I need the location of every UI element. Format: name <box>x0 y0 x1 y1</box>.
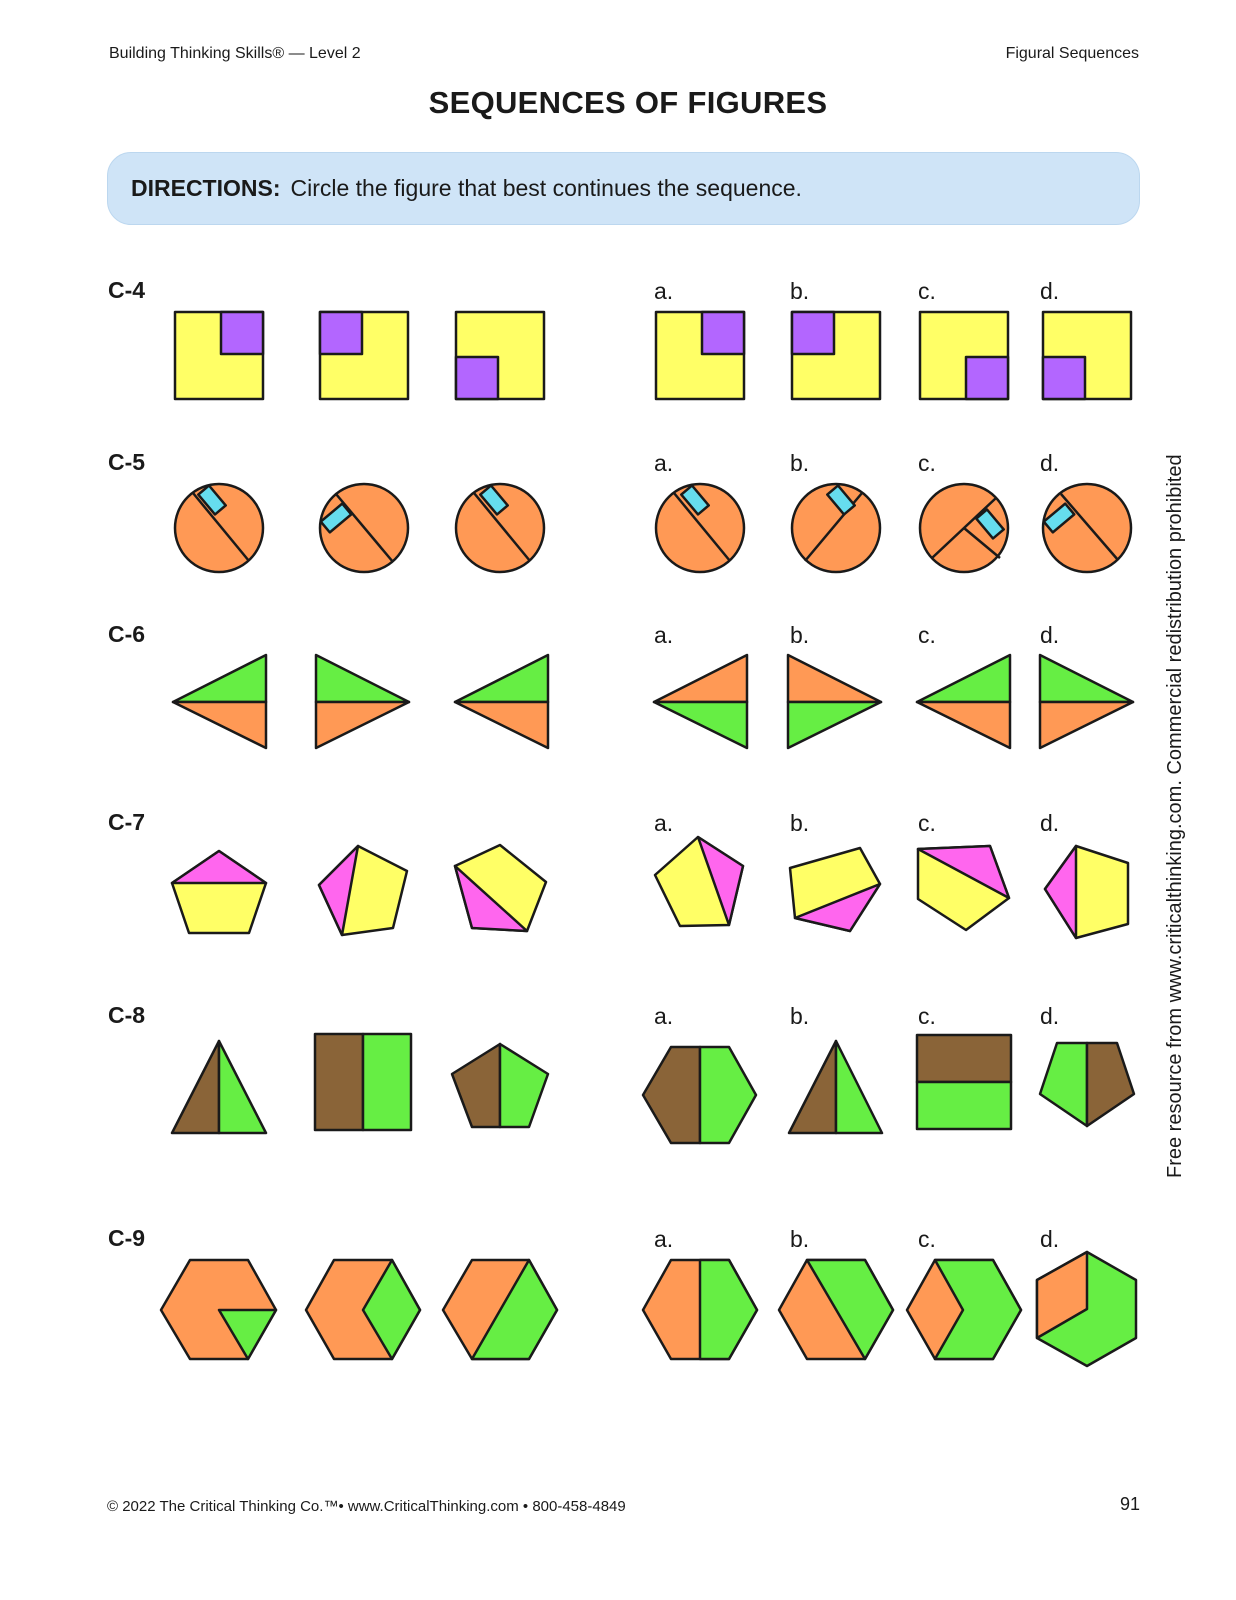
option-label-c8-c: c. <box>918 1003 936 1029</box>
option-label-c7-d: d. <box>1040 810 1060 836</box>
c4-option-c[interactable] <box>920 312 1008 399</box>
option-label-c9-a: a. <box>654 1226 674 1252</box>
option-label-c8-d: d. <box>1040 1003 1060 1029</box>
option-label-c5-d: d. <box>1040 450 1060 476</box>
page-title: SEQUENCES OF FIGURES <box>428 85 828 120</box>
c8-option-c[interactable] <box>917 1035 1011 1129</box>
option-label-c7-b: b. <box>790 810 810 836</box>
option-label-c9-c: c. <box>918 1226 936 1252</box>
footer-copyright: © 2022 The Critical Thinking Co.™• www.CriticalThinking.com • 800-458-4849 <box>107 1498 626 1515</box>
header-book-title: Building Thinking Skills® — Level 2 <box>109 45 361 62</box>
c5-figure-3 <box>456 484 544 572</box>
c5-option-c[interactable] <box>920 484 1008 572</box>
c7-option-a[interactable] <box>655 837 743 926</box>
c8-figure-2 <box>315 1034 411 1130</box>
option-label-c7-c: c. <box>918 810 936 836</box>
header-section-title: Figural Sequences <box>1005 45 1139 62</box>
question-label-c9: C-9 <box>108 1225 146 1251</box>
question-label-c4: C-4 <box>108 277 146 303</box>
option-label-c7-a: a. <box>654 810 674 836</box>
c8-option-a[interactable] <box>643 1047 756 1143</box>
question-label-c8: C-8 <box>108 1002 146 1028</box>
c9-option-a[interactable] <box>643 1260 757 1359</box>
option-label-c8-a: a. <box>654 1003 674 1029</box>
question-label-c7: C-7 <box>108 809 146 835</box>
option-label-c5-c: c. <box>918 450 936 476</box>
c6-figure-3 <box>455 655 548 748</box>
c4-figure-3 <box>456 312 544 399</box>
c9-figure-3 <box>443 1260 557 1359</box>
directions-instruction: Circle the figure that best continues the sequence. <box>290 175 802 201</box>
c9-option-d[interactable] <box>1037 1252 1136 1366</box>
c6-option-d[interactable] <box>1040 655 1133 748</box>
c4-option-a[interactable] <box>656 312 744 399</box>
option-label-c5-b: b. <box>790 450 810 476</box>
option-label-c8-b: b. <box>790 1003 810 1029</box>
c4-figure-2 <box>320 312 408 399</box>
c5-figure-1 <box>175 484 263 572</box>
c8-figure-3 <box>452 1044 548 1127</box>
option-label-c4-a: a. <box>654 278 674 304</box>
c7-figure-3 <box>455 845 546 931</box>
c4-option-b[interactable] <box>792 312 880 399</box>
c7-option-d[interactable] <box>1045 846 1128 938</box>
c7-option-b[interactable] <box>790 848 880 931</box>
option-label-c4-d: d. <box>1040 278 1060 304</box>
c5-option-d[interactable] <box>1043 484 1131 572</box>
question-label-c5: C-5 <box>108 449 146 475</box>
c6-figure-1 <box>173 655 266 748</box>
c7-option-c[interactable] <box>918 846 1009 930</box>
option-label-c6-b: b. <box>790 622 810 648</box>
c8-figure-1 <box>172 1041 266 1133</box>
side-copyright-note: Free resource from www.criticalthinking.com. Commercial redistribution prohibited <box>1164 454 1186 1178</box>
c6-option-b[interactable] <box>788 655 881 748</box>
option-label-c9-b: b. <box>790 1226 810 1252</box>
c9-figure-2 <box>306 1260 420 1359</box>
option-label-c4-c: c. <box>918 278 936 304</box>
option-label-c6-d: d. <box>1040 622 1060 648</box>
c9-figure-1 <box>161 1260 276 1359</box>
option-label-c6-c: c. <box>918 622 936 648</box>
option-label-c9-d: d. <box>1040 1226 1060 1252</box>
c9-option-c[interactable] <box>907 1260 1021 1359</box>
c7-figure-2 <box>319 846 407 935</box>
c9-option-b[interactable] <box>779 1260 893 1359</box>
question-label-c6: C-6 <box>108 621 146 647</box>
option-label-c5-a: a. <box>654 450 674 476</box>
c8-option-b[interactable] <box>789 1041 882 1133</box>
c5-option-b[interactable] <box>792 484 880 572</box>
option-label-c6-a: a. <box>654 622 674 648</box>
c5-option-a[interactable] <box>656 484 744 572</box>
c4-option-d[interactable] <box>1043 312 1131 399</box>
directions-label: DIRECTIONS: <box>131 175 281 201</box>
c5-figure-2 <box>320 484 408 572</box>
option-label-c4-b: b. <box>790 278 810 304</box>
c6-option-c[interactable] <box>917 655 1010 748</box>
c8-option-d[interactable] <box>1040 1043 1134 1126</box>
c7-figure-1 <box>172 851 266 933</box>
c6-figure-2 <box>316 655 409 748</box>
page-number: 91 <box>1119 1494 1140 1514</box>
c6-option-a[interactable] <box>654 655 747 748</box>
c4-figure-1 <box>175 312 263 399</box>
